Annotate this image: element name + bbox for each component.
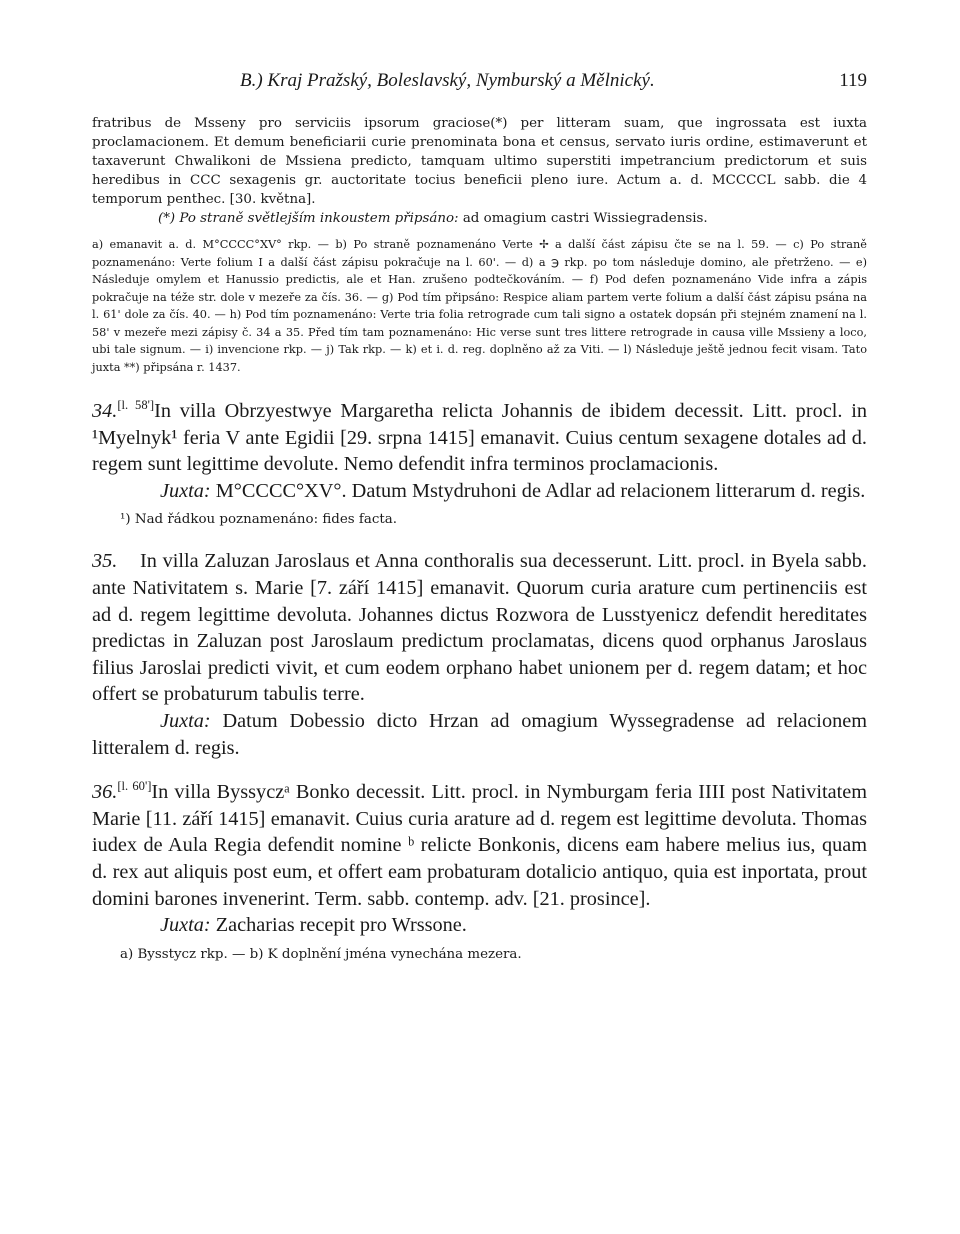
- footnote-text: ¹) Nad řádkou poznamenáno: fides facta.: [120, 512, 397, 528]
- footnote-block: a) emanavit a. d. M°CCCC°XV° rkp. — b) Po straně poznamenáno Verte ✢ a další část zápisu čte se na l. 59. — c) Po straně poznamenáno: Verte folium I a další část zápisu pokračuje na l. 60'. — d) a ℈ rkp. po tom následuje domino, ale přetrženo. — e) Následuje omylem et Hanussio predictis, ale et Han. zrušeno podtečkováním. — f) Pod defen poznamenáno Vide infra a zápis pokračuje na téže str. dole v mezeře za čís. 36. — g) Pod tím připsáno: Respice aliam partem verte folium a další část zápisu psána na l. 61' dole za čís. 40. — h) Pod tím poznamenáno: Verte tria folia retrograde cum tali signo a ostatek dopsán při stejném znamení na l. 58' v mezeře mezi zápisy č. 34 a 35. Před tím tam poznamenáno: Hic verse sunt tres littere retrograde in causa ville Mssieny a loco, ubi tale signum. — i) invencione rkp. — j) Tak rkp. — k) et i. d. reg. doplněno až za Viti. — l) Následuje ještě jednou fecit visam. Tato juxta **) připsána r. 1437.: [92, 238, 867, 374]
- footnotes-top: [92, 236, 867, 376]
- juxta-text: M°CCCC°XV°. Datum Mstydruhoni de Adlar ad relacionem litterarum d. regis.: [215, 479, 866, 502]
- entry-36: [92, 779, 867, 939]
- entry-folio: [l. 60']: [117, 779, 152, 794]
- page-number: 119: [839, 70, 867, 91]
- star-note-label: (*) Po straně světlejším inkoustem připsáno:: [158, 211, 459, 226]
- running-title: B.) Kraj Pražský, Boleslavský, Nymburský a Mělnický.: [240, 70, 655, 91]
- entry-folio: [l. 58']: [117, 398, 155, 413]
- footnote-text: a) Bysstycz rkp. — b) K doplnění jména vynechána mezera.: [120, 946, 522, 962]
- juxta-text: Zacharias recepit pro Wrssone.: [215, 914, 467, 937]
- entry-text: [92, 398, 867, 478]
- entry-body: In villa Zaluzan Jaroslaus et Anna conthoralis sua decesserunt. Litt. procl. in Byela sabb. ante Nativitatem s. Marie [7. září 1415] emanavit. Quorum curia arature cum pertinenciis est ad d. regem legittime devoluta. Johannes dictus Rozwora de Lusstyenicz defendit hereditates predictas in Zaluzan post Jaroslaum predictum proclamatas, dicens quod orphanus Jaroslaus filius Jaroslai predicti vivit, et cum eodem orphano habet unionem per d. regem datam; et hoc offert se probaturum tabulis terre.: [92, 550, 867, 706]
- entry-34: [92, 398, 867, 504]
- entry-text: [92, 548, 867, 708]
- star-note-text: ad omagium castri Wissiegradensis.: [462, 211, 708, 226]
- entry-34-footnote: [92, 510, 867, 530]
- entry-36-footnote: [92, 945, 867, 965]
- intro-block: [92, 114, 867, 228]
- entry-number: 36.: [92, 781, 118, 804]
- star-note: [92, 209, 867, 228]
- entry-35: [92, 548, 867, 761]
- entry-text: [92, 779, 867, 912]
- juxta-label: Juxta:: [160, 479, 211, 502]
- intro-paragraph: fratribus de Msseny pro serviciis ipsorum graciose(*) per litteram suam, que ingrossata est iuxta proclamacionem. Et demum beneficiarii curie prenominata bona et census, servato iuris ordine, estimaverunt et taxaverunt Chwalikoni de Mssiena predicto, tamquam ultimo superstiti impetrancium predictorum et suis heredibus in CCC sexagenis gr. auctoritate tocius beneficii pleno iure. Actum a. d. MCCCCL sabb. die 4 temporum penthec. [30. května].: [92, 116, 867, 207]
- page-header: [92, 66, 867, 102]
- entry-body: In villa Obrzyestwye Margaretha relicta Johannis de ibidem decessit. Litt. procl. in ¹Myelnyk¹ feria V ante Egidii [29. srpna 1415] emanavit. Cuius centum sexagene dotales ad d. regem sunt legittime devolute. Nemo defendit infra terminos proclamacionis.: [92, 400, 867, 476]
- entry-body: In villa Byssyczᵃ Bonko decessit. Litt. procl. in Nymburgam feria IIII post Nativitatem Marie [11. září 1415] emanavit. Cuius curia arature ad d. regem est legittime devoluta. Thomas iudex de Aula Regia defendit nomine ᵇ relicte Bonkonis, dicens eam habere melius ius, quam d. rex aut aliquis post eum, et offert eam probaturam dotalicio antiquo, quia est inportata, prout domini barones invenerint. Term. sabb. contemp. adv. [21. prosince].: [92, 781, 868, 910]
- juxta-line: [92, 478, 867, 505]
- entry-number: 35.: [92, 550, 118, 573]
- juxta-line: [92, 708, 867, 761]
- juxta-line: [92, 912, 867, 939]
- entry-number: 34.: [92, 400, 118, 422]
- juxta-text: Datum Dobessio dicto Hrzan ad omagium Wyssegradense ad relacionem litteralem d. regis.: [92, 709, 867, 759]
- juxta-label: Juxta:: [160, 914, 211, 937]
- juxta-label: Juxta:: [160, 709, 211, 732]
- document-page: [92, 66, 867, 965]
